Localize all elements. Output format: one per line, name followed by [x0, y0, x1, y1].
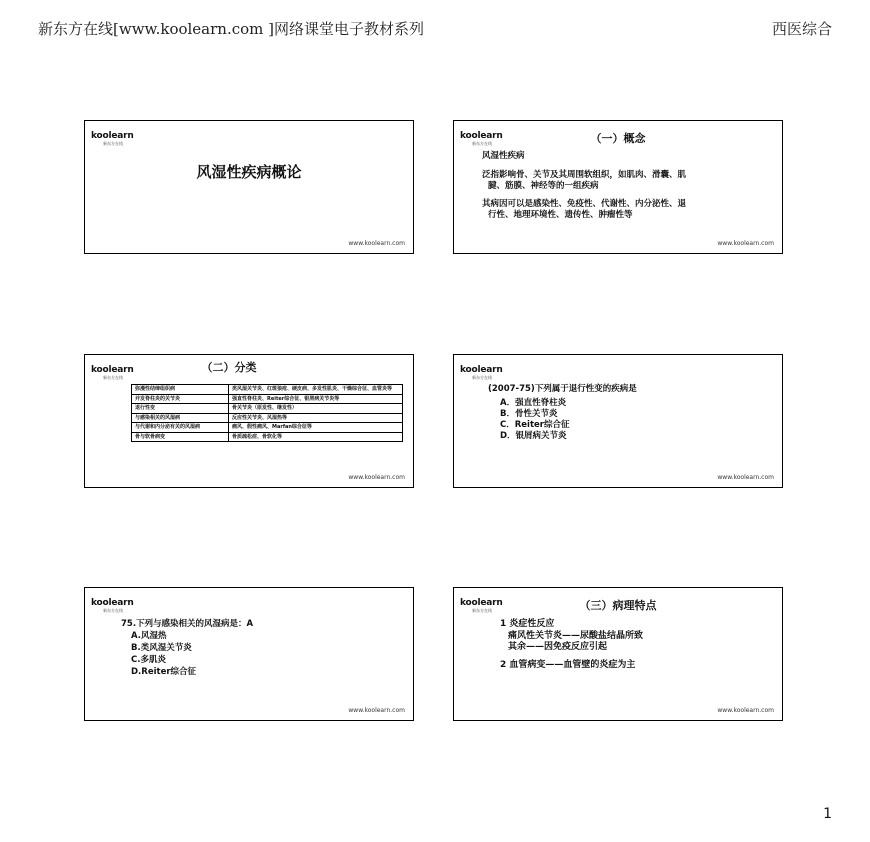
question-option: A．强直性脊柱炎	[500, 398, 567, 408]
slide-title: （三）病理特点	[579, 599, 657, 612]
table-cell-category: 与感染相关的风湿病	[132, 413, 229, 423]
slide-title: （一）概念	[590, 132, 646, 145]
table-cell-category: 与代谢和内分泌有关的风湿病	[132, 423, 229, 433]
slide-footer-url: www.koolearn.com	[717, 474, 774, 481]
table-cell-category: 弥漫性结缔组织病	[132, 385, 229, 395]
koolearn-logo: koolearn 新东方在线	[460, 365, 503, 380]
document-header-title: 新东方在线[www.koolearn.com ]网络课堂电子教材系列	[38, 20, 425, 38]
slide-footer-url: www.koolearn.com	[348, 474, 405, 481]
question-option: D.Reiter综合征	[131, 667, 197, 677]
table-row	[132, 423, 403, 433]
question-option: D．银屑病关节炎	[500, 431, 567, 441]
slide-text-line: 痛风性关节炎——尿酸盐结晶所致	[508, 631, 644, 641]
slide-footer-url: www.koolearn.com	[717, 707, 774, 714]
slide-text-line: 风湿性疾病	[482, 151, 525, 161]
slide-3	[84, 354, 414, 488]
question-option: B．骨性关节炎	[500, 409, 558, 419]
slide-footer-url: www.koolearn.com	[348, 240, 405, 247]
slide-text-line: 其病因可以是感染性、免疫性、代谢性、内分泌性、退	[482, 199, 687, 209]
question-stem: 75.下列与感染相关的风湿病是：A	[121, 619, 254, 629]
slide-text-line: 泛指影响骨、关节及其周围软组织，如肌肉、滑囊、肌	[482, 170, 687, 180]
slide-footer-url: www.koolearn.com	[348, 707, 405, 714]
slide-text-line: 腱、筋膜、神经等的一组疾病	[488, 181, 599, 191]
slide-footer-url: www.koolearn.com	[717, 240, 774, 247]
slide-text-line: 2 血管病变——血管壁的炎症为主	[500, 660, 636, 670]
slide-2	[453, 120, 783, 254]
table-row	[132, 394, 403, 404]
table-row	[132, 385, 403, 395]
page-number: 1	[823, 806, 832, 822]
question-stem: (2007-75)下列属于退行性变的疾病是	[488, 384, 637, 394]
document-header-subject: 西医综合	[771, 20, 832, 38]
table-cell-diseases: 骨质疏松症、骨软化等	[229, 432, 403, 442]
table-cell-category: 退行性变	[132, 404, 229, 414]
slide-1	[84, 120, 414, 254]
slide-text-line: 行性、地理环境性、遗传性、肿瘤性等	[488, 210, 633, 220]
question-option: C．Reiter综合征	[500, 420, 570, 430]
slide-5	[84, 587, 414, 721]
table-cell-diseases: 类风湿关节炎、红斑狼疮、硬皮病、多发性肌炎、干燥综合征、血管炎等	[229, 385, 403, 395]
table-cell-diseases: 强直性脊柱炎、Reiter综合征、银屑病关节炎等	[229, 394, 403, 404]
table-cell-diseases: 反应性关节炎、风湿热等	[229, 413, 403, 423]
koolearn-logo: koolearn 新东方在线	[91, 365, 134, 380]
question-option: C.多肌炎	[131, 655, 166, 665]
slide-text-line: 1 炎症性反应	[500, 619, 555, 629]
slide-6	[453, 587, 783, 721]
slide-4	[453, 354, 783, 488]
koolearn-logo: koolearn 新东方在线	[91, 598, 134, 613]
koolearn-logo: koolearn 新东方在线	[460, 598, 503, 613]
classification-table	[131, 384, 403, 442]
koolearn-logo: koolearn 新东方在线	[91, 131, 134, 146]
table-row	[132, 413, 403, 423]
table-row	[132, 404, 403, 414]
question-option: A.风湿热	[131, 631, 167, 641]
table-cell-diseases: 骨关节炎（原发性、继发性）	[229, 404, 403, 414]
slide-text-line: 其余——因免疫反应引起	[508, 642, 608, 652]
table-cell-category: 并发脊柱炎的关节炎	[132, 394, 229, 404]
koolearn-logo: koolearn 新东方在线	[460, 131, 503, 146]
question-option: B.类风湿关节炎	[131, 643, 192, 653]
table-row	[132, 432, 403, 442]
table-cell-category: 骨与软骨病变	[132, 432, 229, 442]
table-cell-diseases: 痛风、假性痛风、Marfan综合征等	[229, 423, 403, 433]
slide-title: 风湿性疾病概论	[196, 163, 302, 181]
slide-title: （二）分类	[201, 361, 257, 374]
